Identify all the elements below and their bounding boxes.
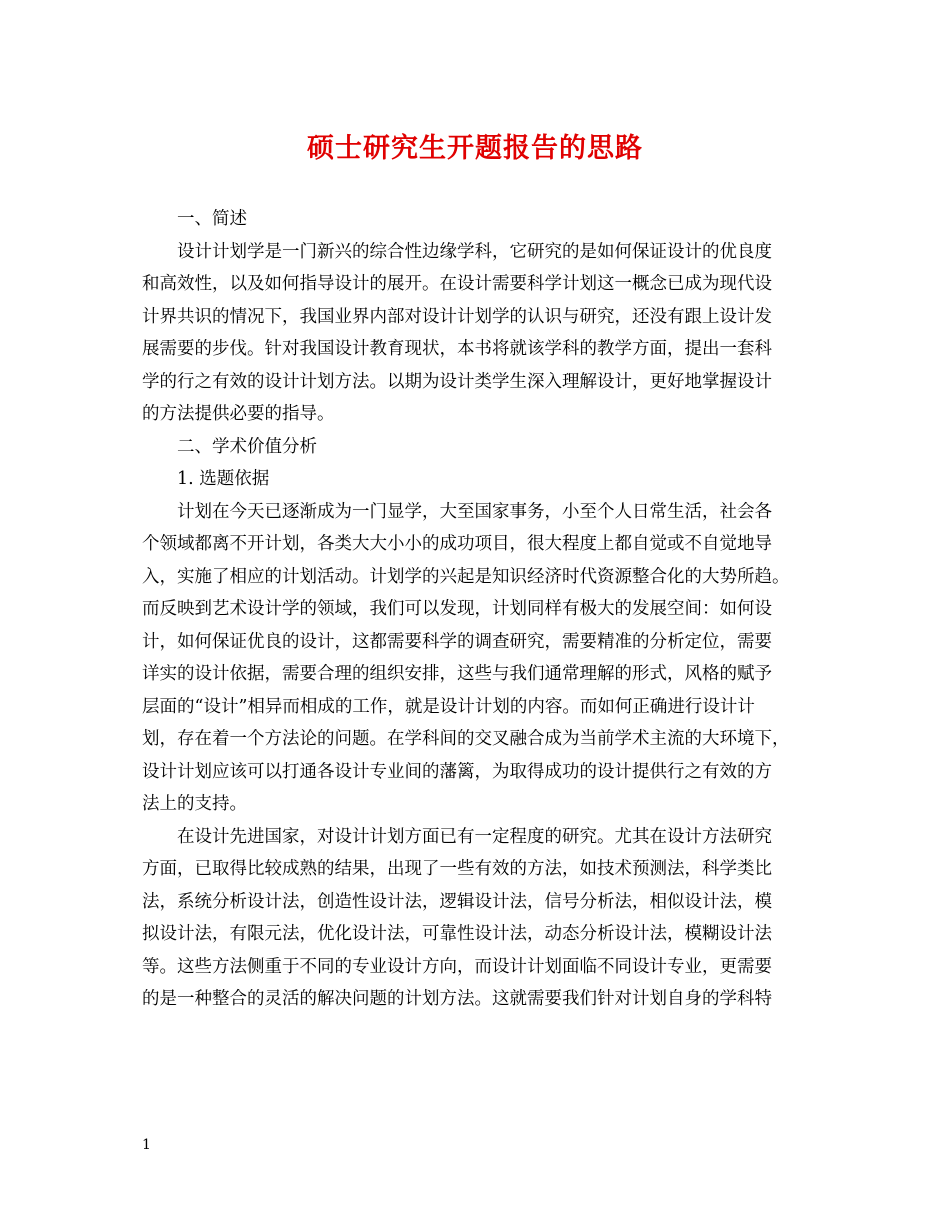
body-line: 拟设计法，有限元法，优化设计法，可靠性设计法，动态分析设计法，模糊设计法 <box>142 924 772 944</box>
body-line: 而反映到艺术设计学的领域，我们可以发现，计划同样有极大的发展空间：如何设 <box>142 599 772 619</box>
body-line: 划，存在着一个方法论的问题。在学科间的交叉融合成为当前学术主流的大环境下， <box>142 729 790 749</box>
body-line: 设计计划应该可以打通各设计专业间的藩篱，为取得成功的设计提供行之有效的方 <box>142 761 772 782</box>
body-line: 展需要的步伐。针对我国设计教育现状，本书将就该学科的教学方面，提出一套科 <box>142 339 772 359</box>
body-line: 设计计划学是一门新兴的综合性边缘学科，它研究的是如何保证设计的优良度 <box>177 241 772 262</box>
body-line: 等。这些方法侧重于不同的专业设计方向，而设计计划面临不同设计专业，更需要 <box>142 956 772 977</box>
document-body <box>142 203 812 1016</box>
body-line: 的方法提供必要的指导。 <box>142 404 335 424</box>
body-line: 方面，已取得比较成熟的结果，出现了一些有效的方法，如技术预测法，科学类比 <box>142 859 772 879</box>
body-line: 二、学术价值分析 <box>177 436 317 457</box>
body-line: 一、简述 <box>177 209 247 229</box>
body-line: 计，如何保证优良的设计，这都需要科学的调查研究，需要精准的分析定位，需要 <box>142 631 772 652</box>
body-line: 计界共识的情况下，我国业界内部对设计计划学的认识与研究，还没有跟上设计发 <box>142 306 772 327</box>
body-line: 个领域都离不开计划，各类大大小小的成功项目，很大程度上都自觉或不自觉地导 <box>142 534 772 554</box>
body-line: 的是一种整合的灵活的解决问题的计划方法。这就需要我们针对计划自身的学科特 <box>142 989 772 1009</box>
body-line: 法上的支持。 <box>142 794 247 814</box>
body-line: 在设计先进国家，对设计计划方面已有一定程度的研究。尤其在设计方法研究 <box>177 826 772 847</box>
page-number: 1 <box>142 1137 151 1153</box>
body-line: 1. 选题依据 <box>177 469 270 489</box>
body-line: 法，系统分析设计法，创造性设计法，逻辑设计法，信号分析法，相似设计法，模 <box>142 891 772 912</box>
body-line: 和高效性，以及如何指导设计的展开。在设计需要科学计划这一概念已成为现代设 <box>142 274 772 294</box>
body-line: 详实的设计依据，需要合理的组织安排，这些与我们通常理解的形式，风格的赋予 <box>142 664 772 684</box>
body-line: 学的行之有效的设计计划方法。以期为设计类学生深入理解设计，更好地掌握设计 <box>142 371 772 392</box>
body-line: 计划在今天已逐渐成为一门显学，大至国家事务，小至个人日常生活，社会各 <box>177 501 772 522</box>
body-line: 层面的“设计”相异而相成的工作，就是设计计划的内容。而如何正确进行设计计 <box>142 696 755 717</box>
body-line: 入，实施了相应的计划活动。计划学的兴起是知识经济时代资源整合化的大势所趋。 <box>142 566 790 587</box>
document-title: 硕士研究生开题报告的思路 <box>307 133 643 164</box>
